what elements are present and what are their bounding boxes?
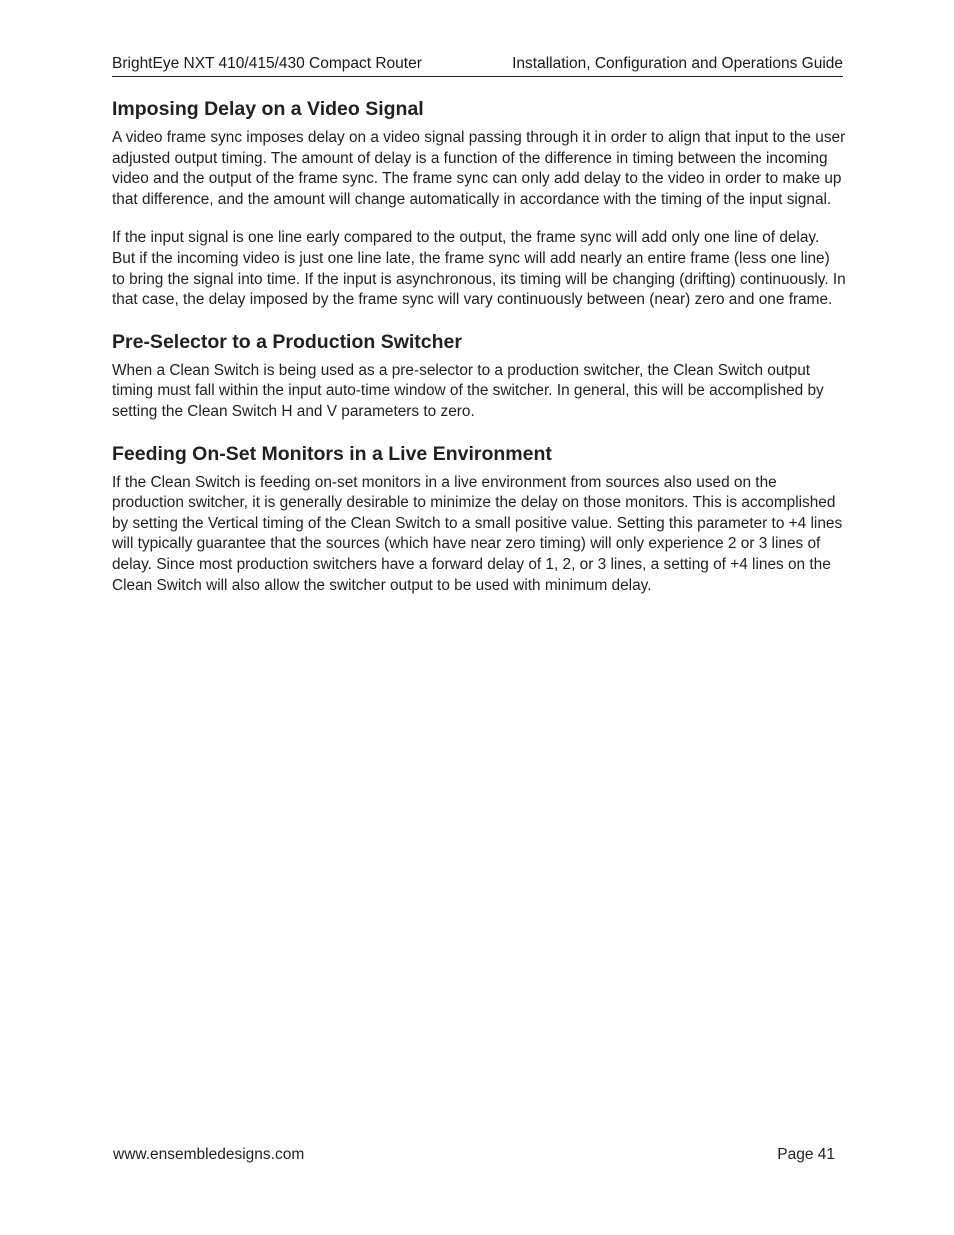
paragraph: If the Clean Switch is feeding on-set monitors in a live environment from sources also used on the production switcher, it is generally desirable to minimize the delay on those monitors. This is accomplished by setting the Vertical timing of the Clean Switch to a small positive value. Setting this parameter to +4 lines will typically guarantee that the sources (which have near zero timing) will only experience 2 or 3 lines of delay. Since most production switchers have a forward delay of 1, 2, or 3 lines, a setting of +4 lines on the Clean Switch will also allow the switcher output to be used with minimum delay. xyxy=(112,473,843,594)
header-guide-title: Installation, Configuration and Operations Guide xyxy=(512,55,843,72)
section-heading: Imposing Delay on a Video Signal xyxy=(112,98,424,120)
paragraph: If the input signal is one line early compared to the output, the frame sync will add only one line of delay. But if the incoming video is just one line late, the frame sync will add nearly an entire frame (less one line) to bring the signal into time. If the input is asynchronous, its timing will be changing (drifting) continuously. In that case, the delay imposed by the frame sync will vary continuously between (near) zero and one frame. xyxy=(112,229,846,309)
section-heading: Feeding On-Set Monitors in a Live Environment xyxy=(112,442,552,465)
page-header xyxy=(112,54,843,77)
section-heading: Pre-Selector to a Production Switcher xyxy=(112,330,462,353)
paragraph: When a Clean Switch is being used as a pre-selector to a production switcher, the Clean Switch output timing must fall within the input auto-time window of the switcher. In general, this will be accomplished by setting the Clean Switch H and V parameters to zero. xyxy=(112,361,824,420)
footer-website-link[interactable]: www.ensembledesigns.com xyxy=(113,1146,305,1163)
header-product-title: BrightEye NXT 410/415/430 Compact Router xyxy=(112,55,422,72)
section-imposing-delay xyxy=(112,96,846,311)
page-number: Page 41 xyxy=(777,1146,835,1163)
section-on-set-monitors xyxy=(112,441,846,597)
section-pre-selector xyxy=(112,329,846,423)
main-content xyxy=(112,96,846,614)
paragraph: A video frame sync imposes delay on a video signal passing through it in order to align that input to the user adjusted output timing. The amount of delay is a function of the difference in timing between the incoming video and the output of the frame sync. The frame sync can only add delay to the video in order to make up that difference, and the amount will change automatically in accordance with the timing of the input signal. xyxy=(112,129,846,208)
